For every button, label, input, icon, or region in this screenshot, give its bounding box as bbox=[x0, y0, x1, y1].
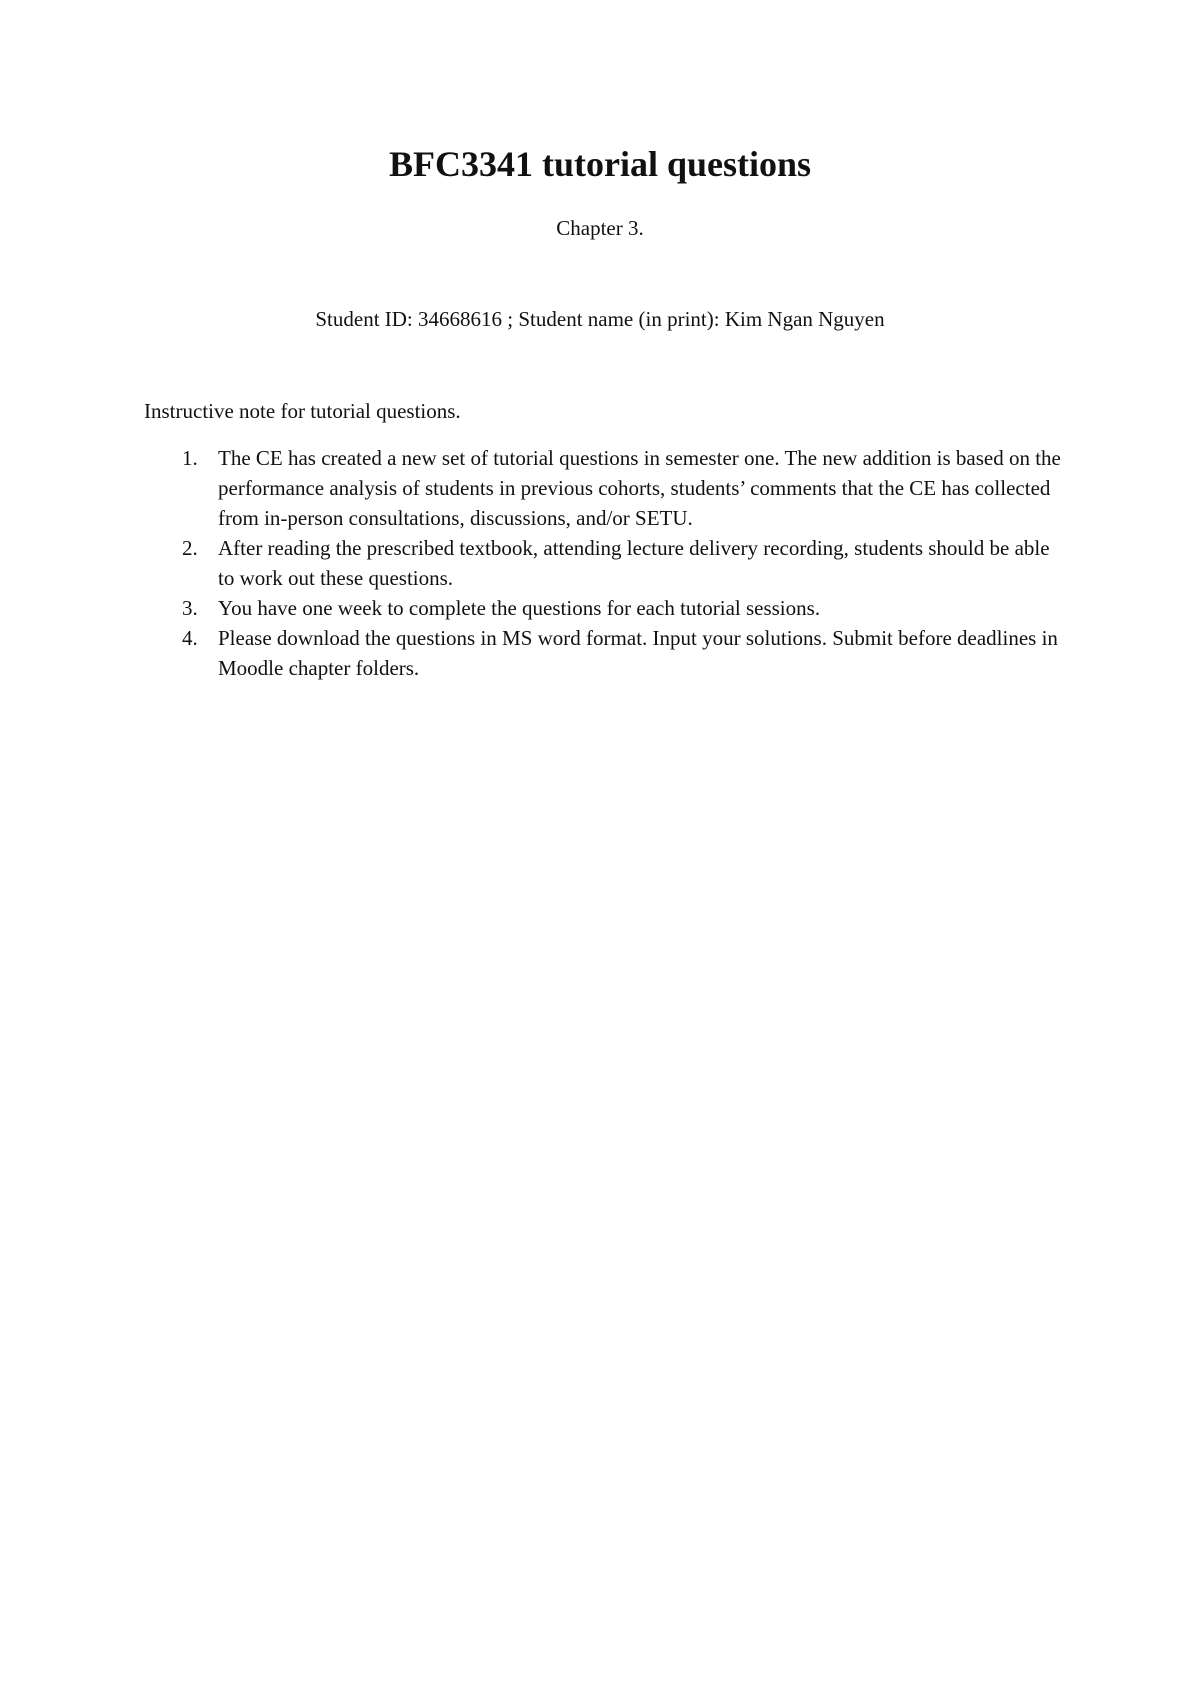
instruction-text: The CE has created a new set of tutorial questions in semester one. The new addition is based on the performance analysis of students in previous cohorts, students’ comments that the CE has collected from in-person consultations, discussions, and/or SETU. bbox=[218, 446, 1061, 530]
instruction-item bbox=[144, 533, 1064, 593]
instruction-text: Please download the questions in MS word format. Input your solutions. Submit before deadlines in Moodle chapter folders. bbox=[218, 626, 1058, 680]
instruction-number: 4. bbox=[182, 626, 198, 650]
instruction-number: 3. bbox=[182, 596, 198, 620]
instruction-number: 1. bbox=[182, 446, 198, 470]
instruction-number: 2. bbox=[182, 536, 198, 560]
instruction-heading: Instructive note for tutorial questions. bbox=[144, 399, 461, 423]
instruction-item bbox=[144, 623, 1064, 683]
instruction-item bbox=[144, 443, 1064, 533]
instruction-list bbox=[144, 443, 1064, 683]
document-title: BFC3341 tutorial questions bbox=[388, 144, 812, 184]
instruction-item bbox=[144, 593, 1064, 623]
student-info: Student ID: 34668616 ; Student name (in print): Kim Ngan Nguyen bbox=[315, 307, 885, 331]
instruction-text: After reading the prescribed textbook, attending lecture delivery recording, students should be able to work out these questions. bbox=[218, 536, 1050, 590]
instruction-text: You have one week to complete the questions for each tutorial sessions. bbox=[218, 596, 821, 620]
chapter-label: Chapter 3. bbox=[556, 216, 644, 240]
